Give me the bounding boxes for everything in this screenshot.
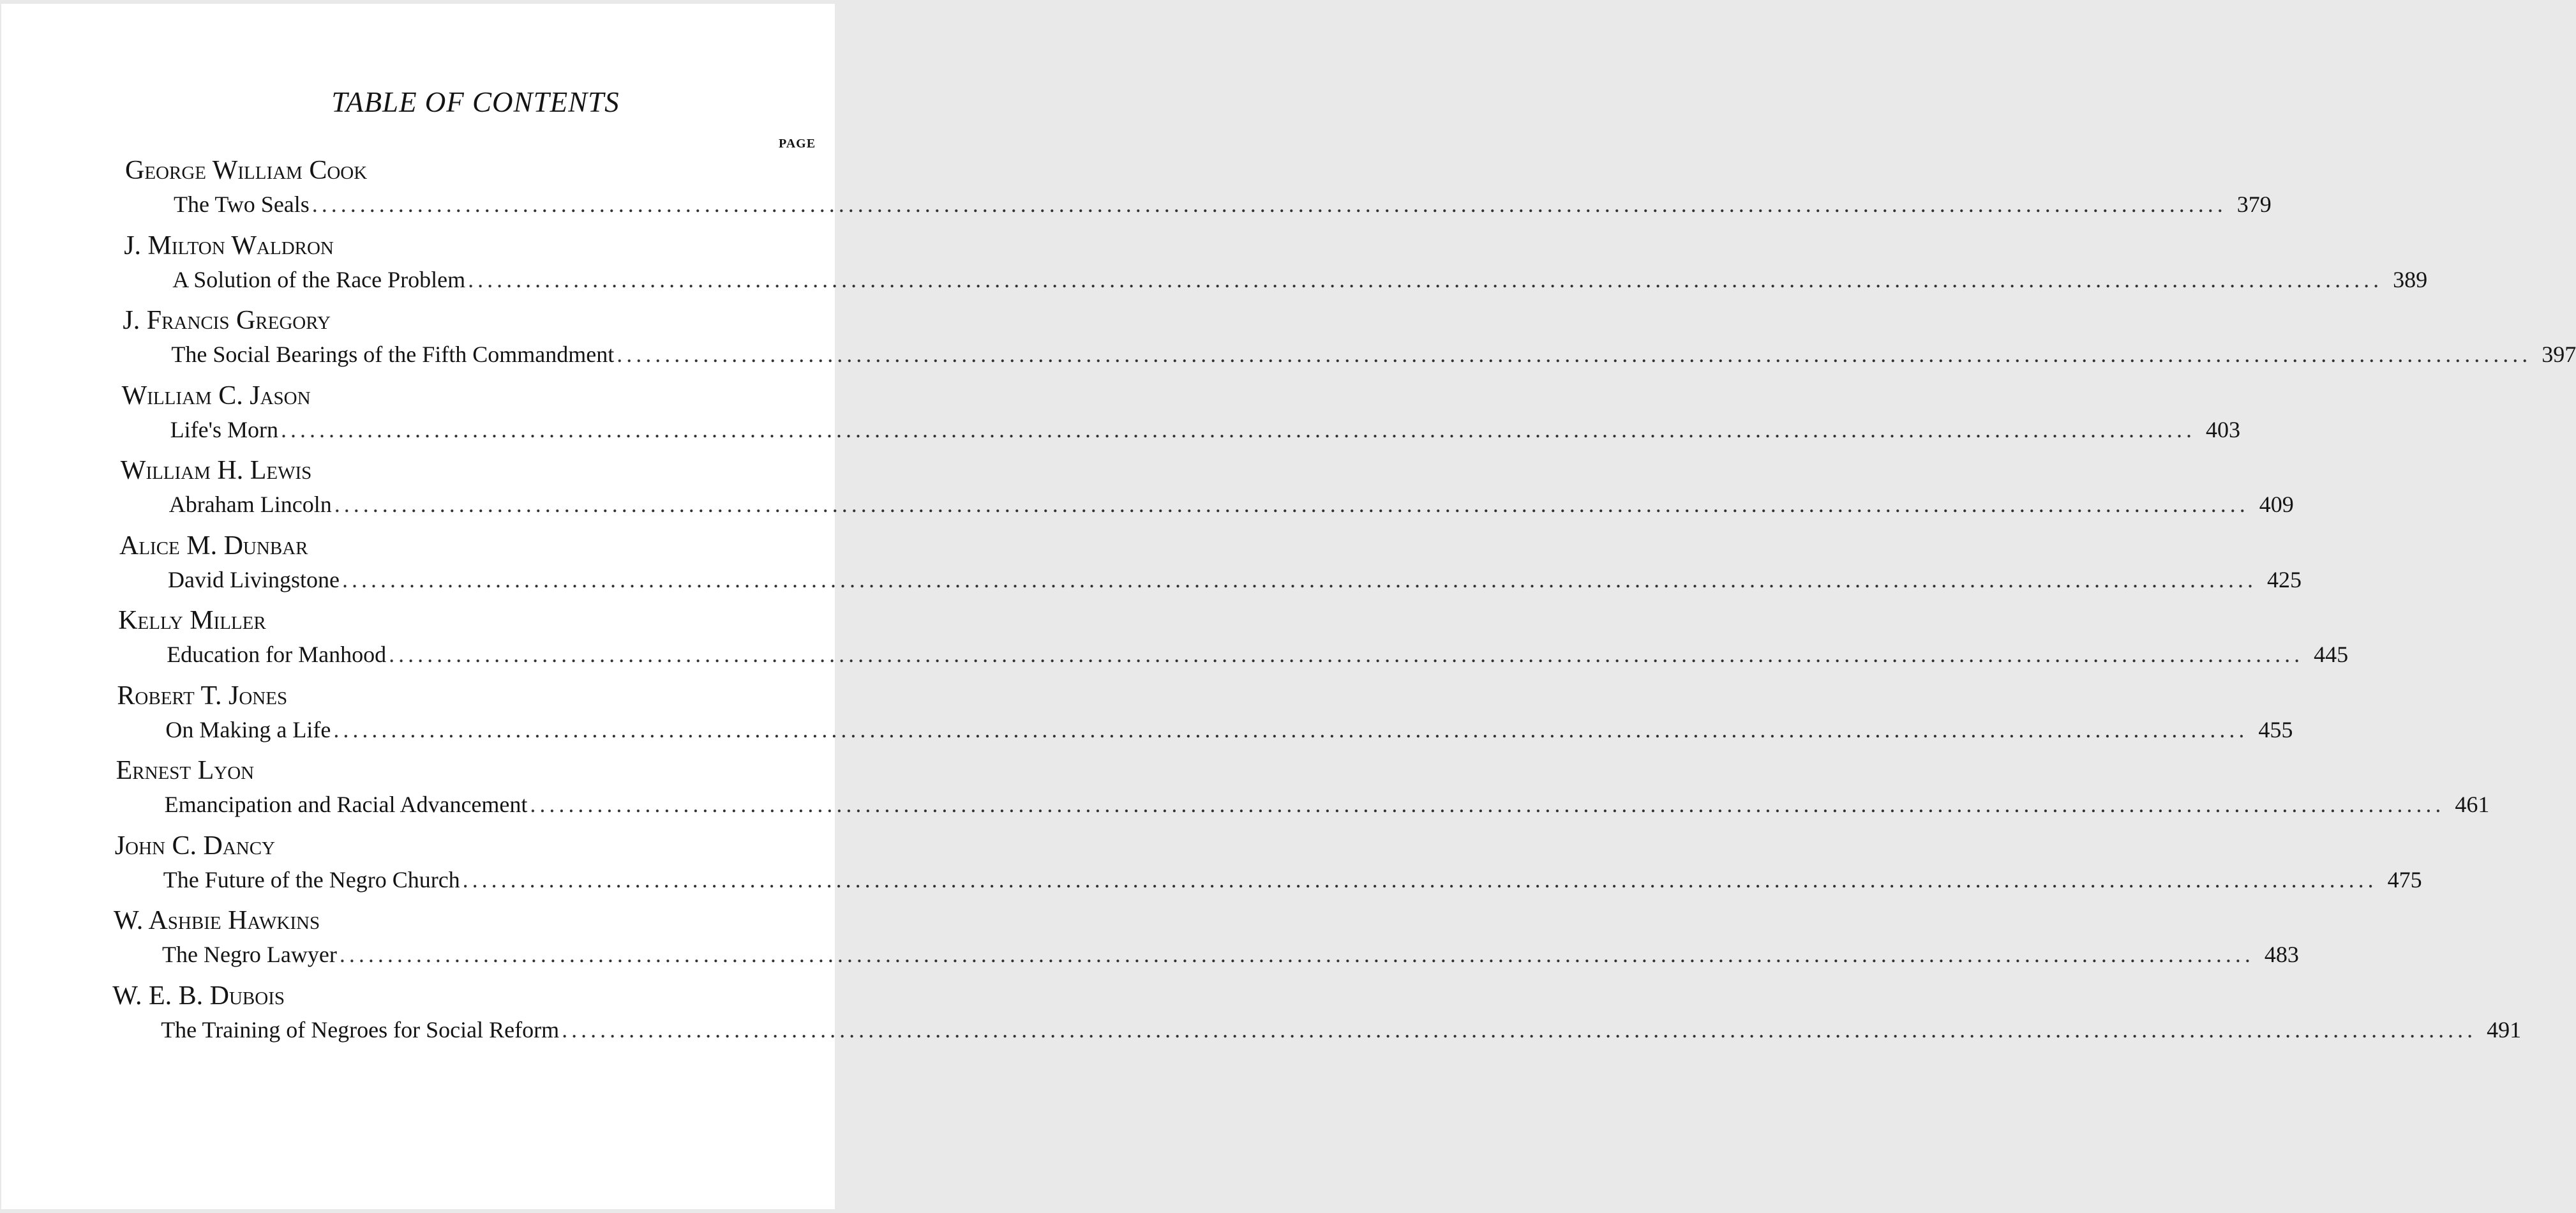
book-page	[1, 4, 2576, 1209]
toc-line	[168, 492, 2294, 517]
toc-work-title: Life's Morn	[170, 416, 279, 442]
page-title: TABLE OF CONTENTS	[331, 86, 620, 118]
toc-work-title: Emancipation and Racial Advancement	[164, 792, 528, 817]
dot-leader: ........................................................................................................................................................................................................	[341, 566, 2257, 592]
toc-entry	[117, 681, 2293, 758]
toc-work-title: Abraham Lincoln	[168, 492, 332, 517]
toc-work-title: Education for Manhood	[167, 642, 387, 667]
toc-author: J. Milton Waldron	[124, 230, 334, 260]
toc-entry	[118, 606, 2349, 682]
dot-leader: ........................................................................................................................................................................................................	[462, 866, 2378, 893]
toc-page-number: 491	[2487, 1016, 2522, 1043]
dot-leader: ........................................................................................................................................................................................................	[334, 492, 2249, 517]
toc-author: Alice M. Dunbar	[119, 531, 308, 561]
toc-author: W. Ashbie Hawkins	[114, 906, 320, 935]
dot-leader: ........................................................................................................................................................................................................	[389, 642, 2304, 667]
toc-author: John C. Dancy	[114, 831, 275, 861]
toc-work-title: The Negro Lawyer	[162, 942, 337, 967]
toc-entry	[125, 156, 2272, 232]
toc-entry	[114, 906, 2299, 983]
dot-leader: ........................................................................................................................................................................................................	[311, 192, 2227, 217]
toc-page-number: 379	[2236, 192, 2272, 217]
toc-page-number: 397	[2542, 342, 2576, 367]
toc-page-number: 389	[2393, 266, 2428, 292]
toc-line	[168, 566, 2302, 592]
toc-author: Kelly Miller	[118, 606, 266, 635]
toc-work-title: On Making a Life	[165, 716, 331, 742]
contents-list	[1, 4, 2576, 1209]
toc-line	[163, 866, 2422, 893]
toc-entry	[116, 756, 2490, 833]
toc-page-number: 409	[2259, 492, 2294, 517]
toc-entry	[120, 456, 2294, 532]
toc-line	[162, 942, 2299, 967]
toc-work-title: The Two Seals	[174, 192, 310, 217]
toc-page-number: 445	[2314, 642, 2349, 667]
toc-page-number: 455	[2258, 716, 2293, 742]
toc-entry	[114, 831, 2422, 908]
toc-work-title: A Solution of the Race Problem	[172, 266, 466, 292]
toc-author: J. Francis Gregory	[123, 306, 331, 335]
toc-page-number: 483	[2264, 942, 2299, 967]
toc-author: Robert T. Jones	[117, 681, 288, 711]
dot-leader: ........................................................................................................................................................................................................	[617, 342, 2532, 367]
toc-entry	[112, 981, 2522, 1058]
page-column-label: PAGE	[779, 137, 816, 151]
toc-entry	[121, 380, 2241, 458]
toc-line	[161, 1016, 2522, 1043]
dot-leader: ........................................................................................................................................................................................................	[468, 266, 2383, 292]
toc-line	[174, 192, 2272, 217]
toc-author: William H. Lewis	[120, 456, 312, 485]
toc-work-title: The Social Bearings of the Fifth Commandment	[171, 342, 615, 367]
toc-line	[164, 792, 2490, 817]
dot-leader: ........................................................................................................................................................................................................	[281, 416, 2196, 442]
toc-entry	[123, 306, 2576, 382]
toc-page-number: 403	[2206, 416, 2241, 442]
toc-page-number: 425	[2266, 566, 2302, 592]
dot-leader: ........................................................................................................................................................................................................	[562, 1016, 2477, 1043]
toc-author: George William Cook	[125, 156, 368, 185]
toc-page-number: 461	[2455, 792, 2490, 817]
toc-line	[171, 342, 2576, 367]
toc-work-title: The Future of the Negro Church	[163, 866, 460, 893]
dot-leader: ........................................................................................................................................................................................................	[333, 716, 2249, 742]
dot-leader: ........................................................................................................................................................................................................	[530, 792, 2445, 817]
toc-work-title: The Training of Negroes for Social Reform	[161, 1016, 560, 1043]
toc-work-title: David Livingstone	[168, 566, 340, 592]
toc-line	[165, 716, 2293, 742]
toc-author: W. E. B. Dubois	[112, 981, 285, 1011]
toc-page-number: 475	[2387, 866, 2422, 893]
toc-author: Ernest Lyon	[116, 756, 255, 785]
dot-leader: ........................................................................................................................................................................................................	[339, 942, 2254, 967]
toc-line	[170, 416, 2241, 442]
toc-line	[167, 642, 2349, 667]
toc-line	[172, 266, 2428, 292]
toc-author: William C. Jason	[121, 380, 311, 411]
toc-entry	[119, 531, 2302, 608]
toc-entry	[124, 230, 2428, 308]
